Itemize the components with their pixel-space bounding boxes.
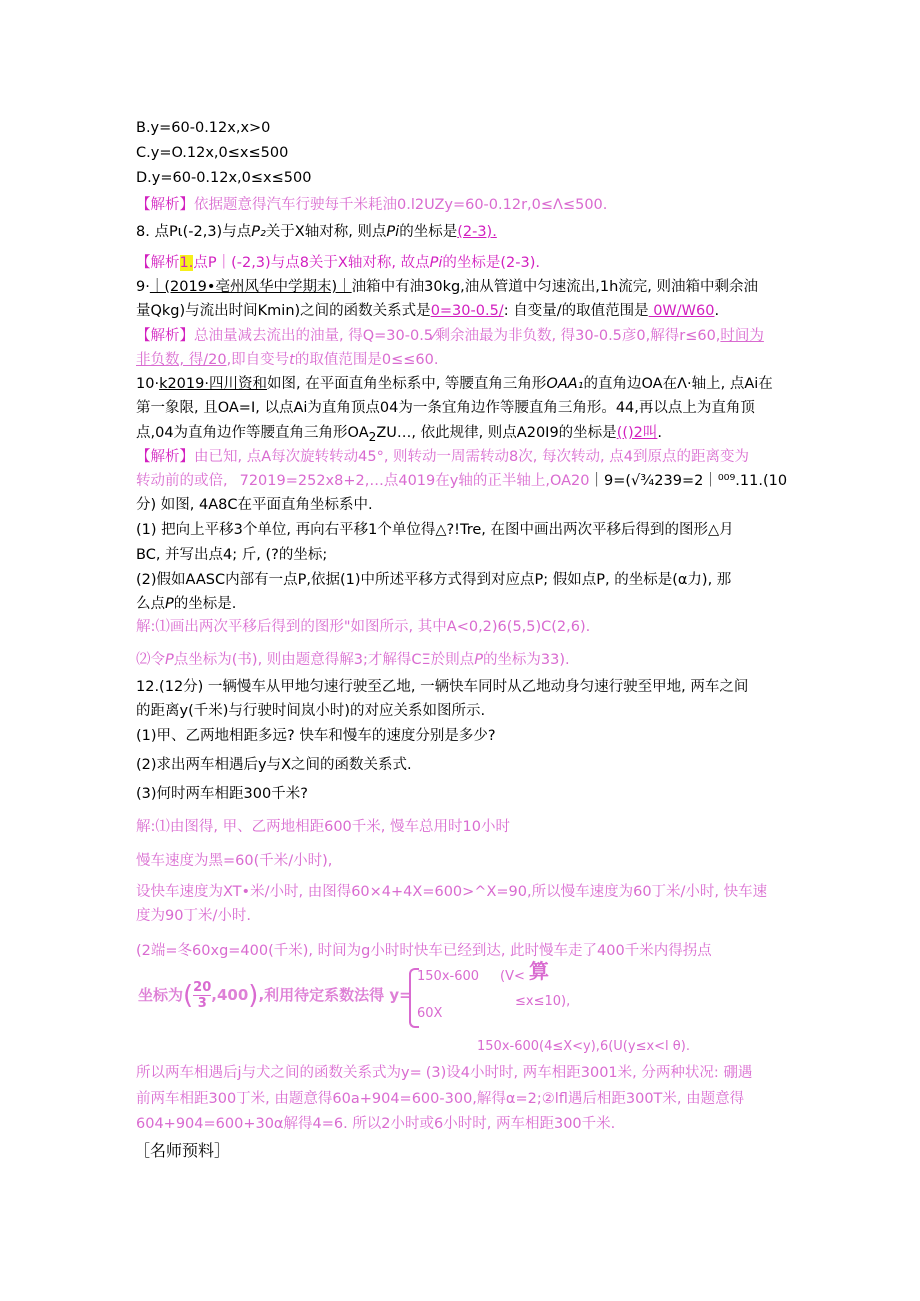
question-10: [136, 374, 773, 394]
analysis-text-2: 转动前的或倍,: [136, 473, 228, 489]
question-11-part-1: (1) 把向上平移3个单位, 再向右平移1个单位得△?!Tre, 在图中画出两次平移后得到的图形△月: [136, 522, 734, 538]
q10-end: .: [657, 425, 662, 441]
q9-answer-1: 0=30-0.5/: [430, 303, 504, 319]
analysis-symbol: Pi: [429, 255, 443, 271]
solution-11-2: [136, 650, 570, 670]
question-9-line-2: [136, 301, 719, 321]
sol-symbol: P: [165, 652, 174, 668]
analysis-8: [136, 253, 540, 273]
sol-text-2: 点坐标为(书), 则由题意得解3;才解得CΞ於則点: [173, 652, 475, 668]
piece-2-expr: 60X: [417, 1006, 443, 1021]
formula-coord: ,400: [211, 985, 249, 1004]
piece-1-glyph: 算: [529, 959, 549, 983]
q10-text-3: 点,04为直角边作等腰直角三角形OA: [136, 425, 369, 441]
analysis-ellipsis: …: [369, 473, 384, 489]
question-12-part-2: (2)求出两车相遇后y与X之间的函数关系式.: [136, 757, 412, 773]
q9-source: ｜(2019•亳州风华中学期末)｜: [149, 279, 352, 295]
analysis-9: [136, 326, 764, 346]
analysis-text: 总油量减去流出的油量, 得Q=30-0.5⁄剩余油最为非负数, 得30-0.5彦0,解得r≤60,: [194, 328, 721, 344]
question-12-line-2: 的距离y(千米)与行驶时间岚小时)的对应关系如图所示.: [136, 703, 486, 719]
sol-text: 所以两车相遇后j与犬之间的函数关系式为y=: [136, 1065, 422, 1081]
analysis-text: 由已知, 点A每次旋转转动45°, 则转动一周需转动8次, 每次转动, 点4到原点的距离变为: [194, 449, 749, 465]
q11-text-2: 的坐标是.: [173, 596, 237, 612]
piecewise-summary: 150x-600(4≤X<y),6(U(y≤x<l θ).: [477, 1039, 690, 1054]
q9-text: 油箱中有油30kg,油从管道中匀速流出,1h流完, 则油箱中剩余油: [351, 279, 759, 295]
analysis-text-3: 的取值范围是0≤≤60.: [294, 352, 439, 368]
sol-symbol-2: P: [474, 652, 483, 668]
sol-text-2: (3)设4小时时, 两车相距3001米, 分两种状况: 硼遇: [425, 1065, 753, 1081]
sol-text: ⑵令: [136, 652, 165, 668]
analysis-text: 依据题意得汽车行驶每千米耗油0.l2UZy=60-0.12r,0≤Λ≤500.: [194, 197, 608, 213]
analysis-tag: 【解析】: [136, 449, 194, 465]
section-heading: ［名师预料］: [134, 1141, 231, 1160]
solution-12-3-line-2: 度为90丁米/小时.: [136, 908, 251, 924]
analysis-9-line-2: [136, 350, 438, 370]
sol-text-3: 的坐标为33).: [482, 652, 570, 668]
question-12-part-3: (3)何时两车相距300千米?: [136, 786, 308, 802]
analysis-tag: 【解析: [136, 255, 180, 271]
paren-left: (: [183, 980, 194, 1011]
q10-answer: (()2叫: [616, 425, 658, 441]
paren-right: ): [248, 980, 259, 1011]
q8-text-3: 的坐标是: [399, 224, 458, 240]
q10-number: 10·: [136, 376, 160, 392]
question-11-start: ｜9=(√³⁄₄239=2｜⁰⁰⁹.11.(10: [589, 473, 788, 489]
q10-source: k2019·四川资和: [159, 376, 267, 392]
question-11-part-1-line-2: BC, 并写出点4; 斤, (?的坐标;: [136, 547, 328, 563]
q9-text-3: : 自变量/的取值范围是: [503, 303, 649, 319]
q10-text-2: 的直角边OA在Λ·轴上, 点Ai在: [583, 376, 773, 392]
piece-1-range: ≤x≤10),: [515, 994, 571, 1009]
option-c: C.y=O.12x,0≤x≤500: [136, 145, 289, 161]
question-8: [136, 222, 497, 242]
fraction-denominator: 3: [197, 996, 207, 1011]
question-9: [136, 277, 758, 297]
q8-symbol: P₂: [251, 224, 266, 240]
q11-text: 么点: [136, 596, 165, 612]
analysis-underlined: 时间为: [720, 328, 764, 344]
analysis-10: [136, 447, 749, 467]
solution-12-5: [136, 1063, 752, 1083]
solution-12-3: 设快车速度为XT•米/小时, 由图得60×4+4X=600>^X=90,所以慢车速度为60丁米/小时, 快车速: [136, 884, 768, 900]
q8-text-2: 关于X轴对称, 则点: [265, 224, 387, 240]
analysis-10-line-2: [136, 471, 787, 491]
formula-text: ,利用待定系数法得 y=: [258, 985, 412, 1004]
solution-11-1: 解:⑴画出两次平移后得到的图形"如图所示, 其中A<0,2)6(5,5)C(2,6).: [136, 619, 591, 635]
question-10-line-2: 第一象限, 且OA=I, 以点Ai为直角顶点04为一条宜角边作等腰直角三角形。44,再以点上为直角顶: [136, 400, 755, 416]
solution-12-5-line-3: 604+904=600+30α解得4=6. 所以2小时或6小时时, 两车相距300千米.: [136, 1116, 616, 1132]
q9-answer-2: 0W/W60: [648, 303, 715, 319]
question-10-line-3: [136, 423, 662, 447]
q8-text: 8. 点Pι(-2,3)与点: [136, 224, 252, 240]
option-b: B.y=60-0.12x,x>0: [136, 120, 271, 136]
solution-12-2: 慢车速度为黑=60(千米/小时),: [136, 853, 333, 869]
analysis-text: 点P｜(-2,3)与点8关于X轴对称, 故点: [193, 255, 430, 271]
analysis-text-2: 的坐标是(2-3).: [442, 255, 540, 271]
piece-1-cond: (V<: [500, 969, 525, 984]
solution-12-4: (2端=冬60xg=400(千米), 时间为g小时时快车已经到达, 此时慢车走了400千米内得拐点: [136, 943, 712, 959]
q10-text-4: ZU…, 依此规律, 则点A20I9的坐标是: [376, 425, 617, 441]
q10-subscript: 2: [368, 429, 377, 444]
solution-12-formula: [138, 980, 412, 1011]
q10-text: 如图, 在平面直角坐标系中, 等腰直角三角形: [266, 376, 547, 392]
formula-label: 坐标为: [138, 985, 184, 1004]
fraction: [193, 980, 211, 1011]
fraction-numerator: 20: [193, 980, 212, 995]
q9-end: .: [714, 303, 720, 319]
q8-symbol-2: Pi: [386, 224, 400, 240]
option-d: D.y=60-0.12x,0≤x≤500: [136, 170, 312, 186]
analysis-tag: 【解析】: [136, 328, 194, 344]
question-12: 12.(12分) 一辆慢车从甲地匀速行驶至乙地, 一辆快车同时从乙地动身匀速行驶至甲地, 两车之间: [136, 679, 749, 695]
analysis-tag: 【解析】: [136, 197, 194, 213]
q11-symbol: P: [165, 596, 174, 612]
analysis-underlined-2: 非负数, 得/20: [136, 352, 227, 368]
analysis-symbol: t: [289, 352, 295, 368]
q10-symbol: OAA₁: [546, 376, 584, 392]
piece-1-expr: 150x-600: [417, 969, 480, 984]
question-11-part-2: (2)假如AASC内部有一点P,依据(1)中所述平移方式得到对应点P; 假如点P, 的坐标是(α力), 那: [136, 572, 732, 588]
highlight-mark: 1.: [179, 255, 194, 271]
q9-text-2: 量Qkg)与流出时间Kmin)之间的函数关系式是: [136, 303, 431, 319]
question-11-part-2-line-2: [136, 594, 236, 614]
q8-answer: (2-3).: [457, 224, 497, 240]
q9-number: 9·: [136, 279, 150, 295]
analysis-text-2: ,即自变号: [226, 352, 290, 368]
analysis-text-3: 72019=252x8+2,: [239, 473, 370, 489]
analysis-text-4: 点4019在y轴的正半轴上,OA20: [383, 473, 590, 489]
question-12-part-1: (1)甲、乙两地相距多远? 快车和慢车的速度分别是多少?: [136, 728, 496, 744]
solution-12-5-line-2: 前两车相距300丁米, 由题意得60a+904=600-300,解得α=2;②lfl遇后相距300T米, 由题意得: [136, 1091, 745, 1107]
analysis-7: [136, 195, 607, 215]
question-11: 分) 如图, 4A8C在平面直角坐标系中.: [136, 497, 373, 513]
solution-12-1: 解:⑴由图得, 甲、乙两地相距600千米, 慢车总用时10小时: [136, 819, 510, 835]
